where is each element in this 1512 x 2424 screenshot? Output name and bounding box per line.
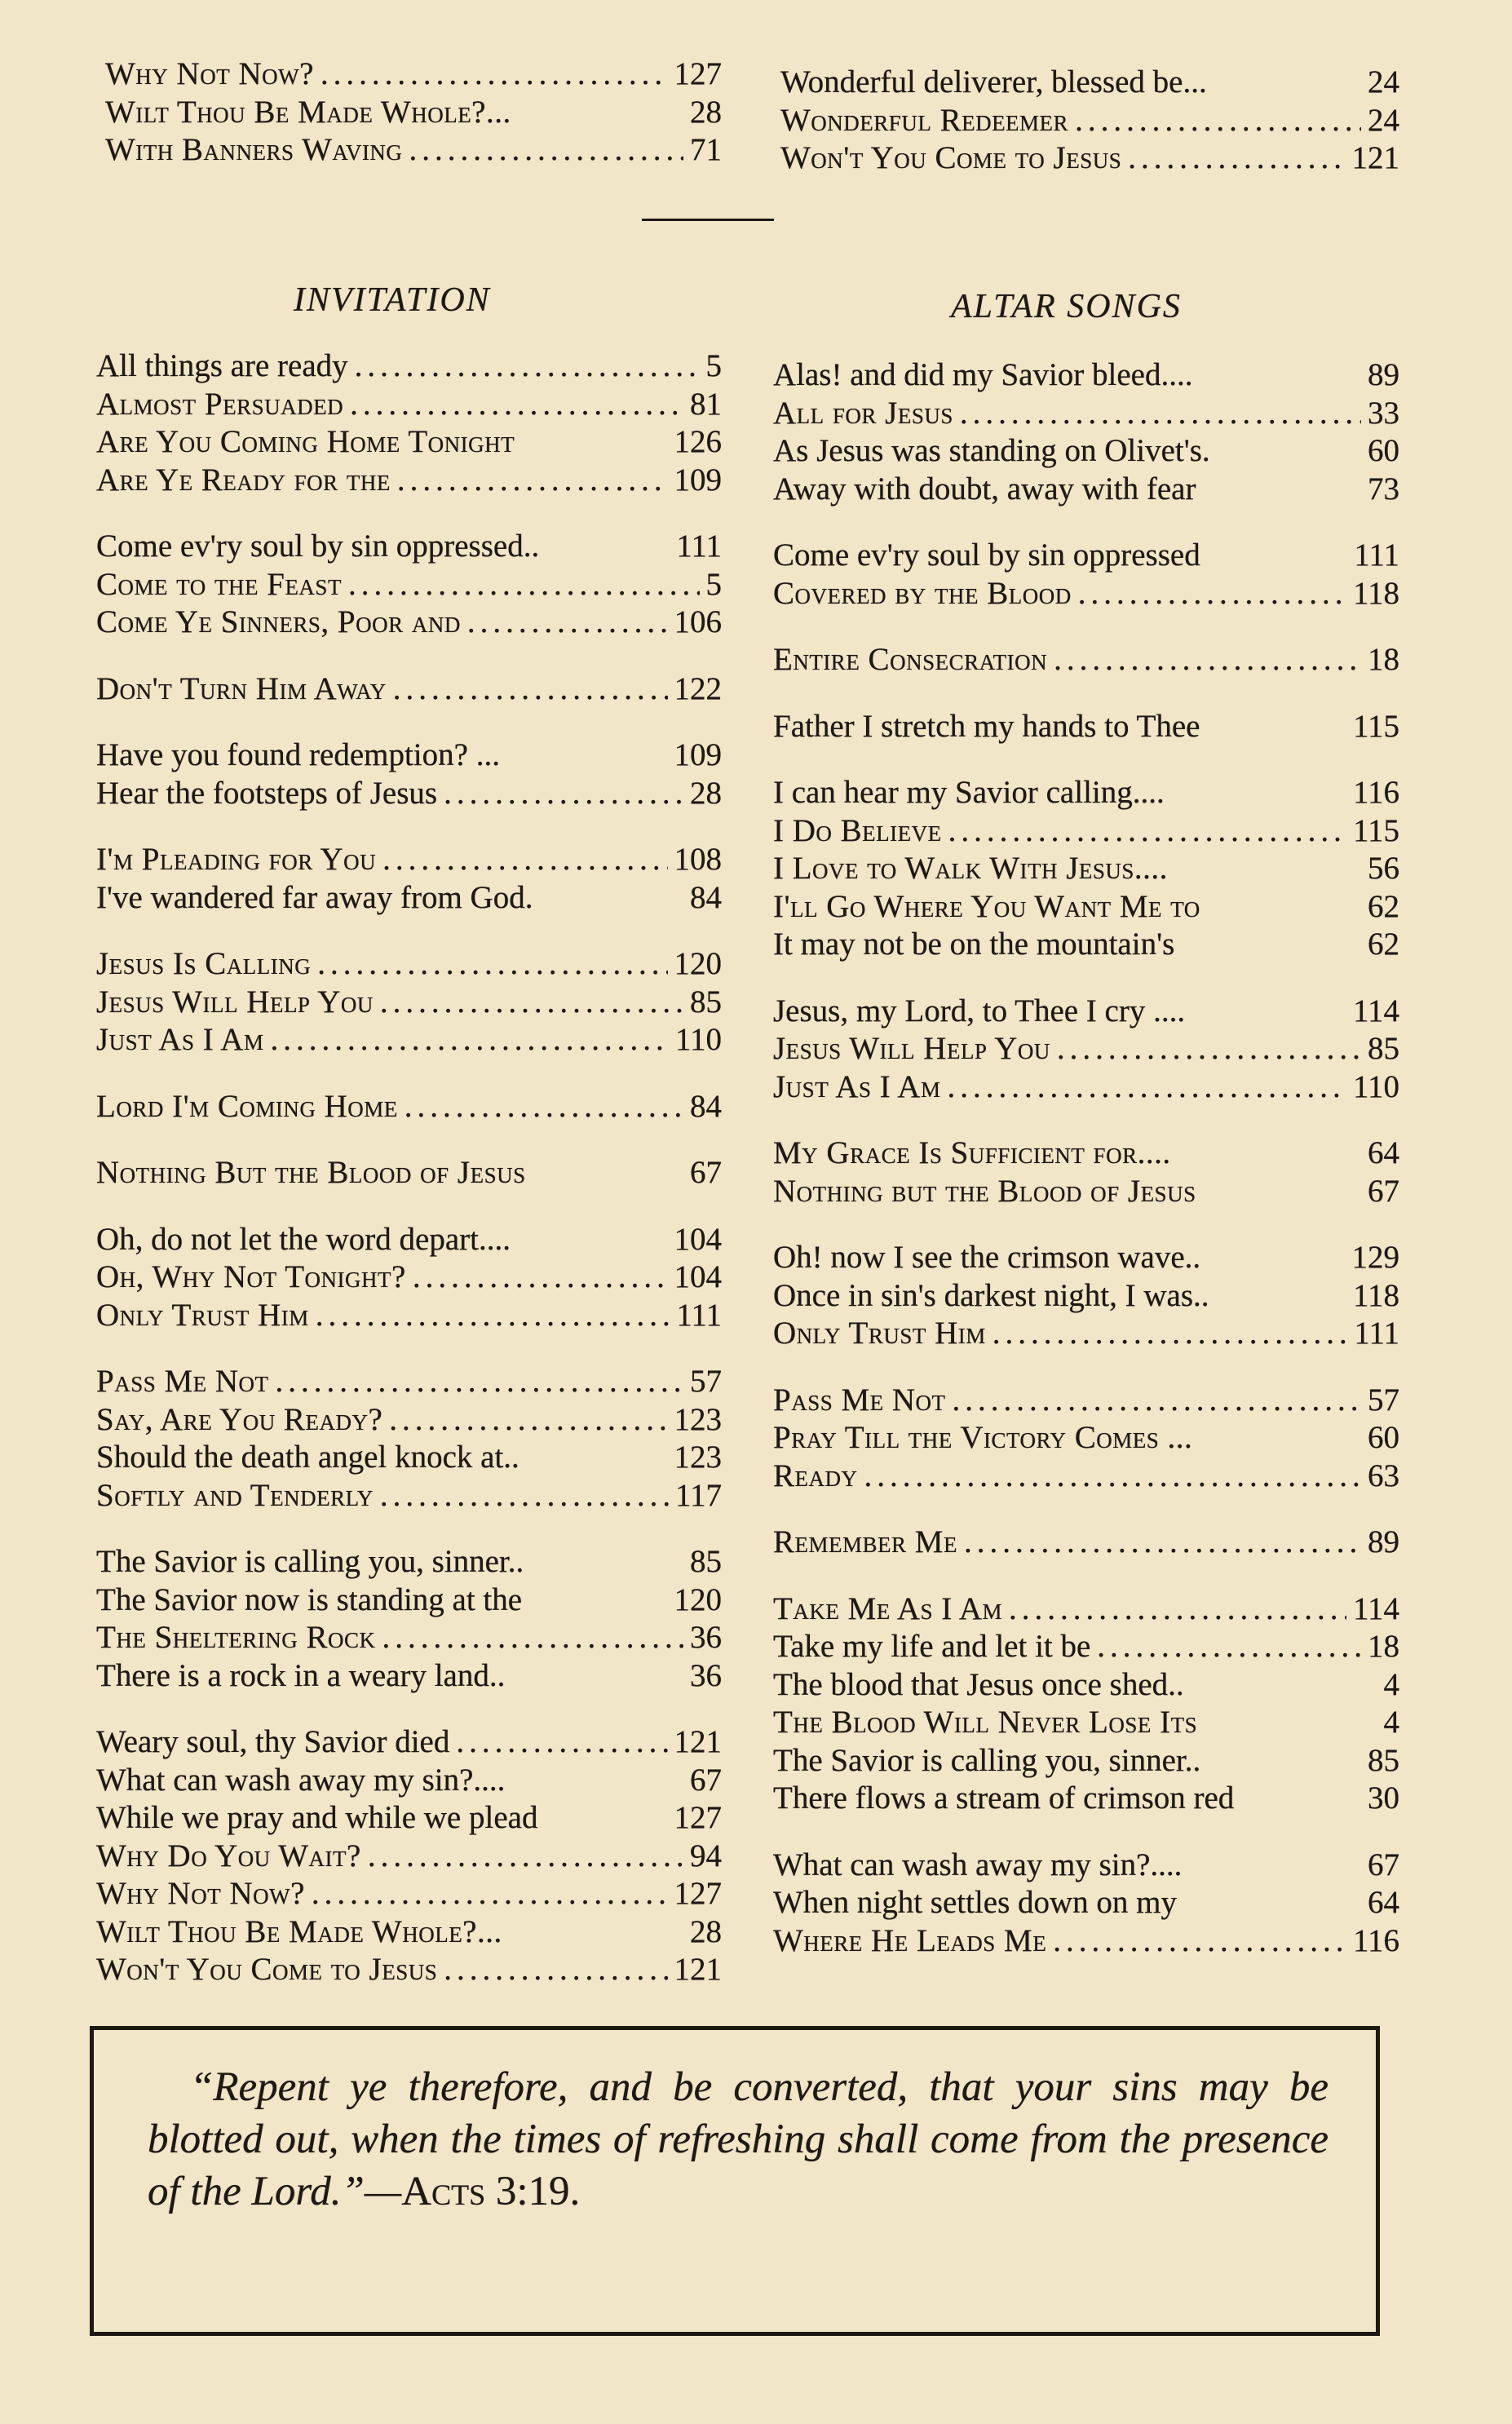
- song-title: Pray Till the Victory Comes ...: [773, 1420, 1193, 1455]
- page-number: 85: [690, 984, 722, 1020]
- page-number: 84: [690, 1088, 722, 1124]
- song-title: The Savior is calling you, sinner..: [773, 1742, 1201, 1778]
- index-entry: [773, 993, 1399, 1031]
- leader-dots: [1075, 102, 1361, 140]
- page-number: 64: [1368, 1135, 1399, 1170]
- index-entry: [96, 1799, 722, 1838]
- page-number: 123: [674, 1440, 722, 1475]
- song-title: Nothing but the Blood of Jesus: [773, 1173, 1196, 1209]
- scripture-quote: [148, 2061, 1329, 2218]
- song-title: Won't You Come to Jesus: [96, 1952, 438, 1987]
- leader-dots: [456, 1723, 667, 1762]
- song-title: As Jesus was standing on Olivet's.: [773, 433, 1210, 468]
- index-entry: [780, 102, 1399, 140]
- page-number: 118: [1352, 1277, 1399, 1313]
- leader-dots: [1009, 1590, 1346, 1629]
- index-entry: [773, 1742, 1399, 1780]
- song-title: While we pray and while we plead: [96, 1800, 538, 1835]
- page-number: 89: [1368, 1524, 1399, 1559]
- song-title: Nothing But the Blood of Jesus: [96, 1155, 526, 1190]
- page-number: 110: [674, 1022, 722, 1057]
- page-number: 120: [674, 1581, 722, 1617]
- leader-dots: [948, 812, 1346, 851]
- leader-dots: [393, 670, 668, 709]
- leader-dots: [317, 945, 667, 984]
- index-entry: [96, 566, 722, 604]
- index-entry: [96, 775, 722, 813]
- page-number: 24: [1368, 64, 1399, 100]
- page-number: 111: [676, 1297, 722, 1333]
- song-title: The Sheltering Rock: [96, 1620, 376, 1655]
- page-number: 94: [690, 1838, 722, 1873]
- page-number: 111: [1354, 537, 1399, 573]
- section-divider: [642, 219, 774, 221]
- page-number: 123: [674, 1401, 722, 1437]
- index-entry: [773, 1847, 1399, 1885]
- song-title: When night settles down on my: [773, 1885, 1178, 1920]
- index-entry: [96, 1619, 722, 1657]
- song-title: The blood that Jesus once shed..: [773, 1666, 1184, 1702]
- page-number: 127: [674, 1800, 722, 1835]
- index-entry: [773, 575, 1399, 613]
- page-number: 116: [1352, 1922, 1399, 1958]
- index-entry: [105, 55, 722, 94]
- song-title: My Grace Is Sufficient for....: [773, 1135, 1171, 1170]
- page-number: 62: [1368, 888, 1399, 924]
- song-title: Oh, do not let the word depart....: [96, 1221, 511, 1257]
- page-number: 104: [674, 1221, 722, 1257]
- song-title: All for Jesus: [773, 395, 953, 431]
- index-entry: [773, 537, 1399, 575]
- index-group: [96, 736, 722, 812]
- page-number: 36: [690, 1657, 722, 1693]
- song-title: Weary soul, thy Savior died: [96, 1724, 450, 1759]
- index-entry: [96, 670, 722, 709]
- top-index-right: [780, 64, 1399, 178]
- leader-dots: [389, 1401, 667, 1440]
- page-number: 85: [1368, 1031, 1399, 1066]
- page-number: 81: [690, 386, 722, 422]
- page-number: 33: [1368, 395, 1399, 431]
- quote-reference: Acts 3:19.: [401, 2169, 581, 2214]
- song-title: It may not be on the mountain's: [773, 927, 1175, 962]
- song-title: I Love to Walk With Jesus....: [773, 851, 1168, 886]
- index-entry: [96, 528, 722, 566]
- leader-dots: [467, 604, 668, 642]
- page-number: 109: [674, 462, 722, 498]
- index-entry: [105, 131, 722, 170]
- page-number: 111: [1354, 1316, 1399, 1351]
- song-title: I've wandered far away from God.: [96, 879, 533, 915]
- page-number: 110: [1352, 1068, 1399, 1104]
- index-entry: [773, 1628, 1399, 1666]
- page-number: 30: [1368, 1780, 1399, 1816]
- index-entry: [773, 1666, 1399, 1705]
- index-entry: [96, 1875, 722, 1913]
- leader-dots: [382, 1619, 683, 1657]
- leader-dots: [312, 1875, 668, 1913]
- index-entry: [96, 1154, 722, 1192]
- page-number: 56: [1368, 851, 1399, 886]
- page-number: 5: [705, 348, 722, 383]
- song-title: Say, Are You Ready?: [96, 1401, 383, 1437]
- index-entry: [773, 1068, 1399, 1107]
- index-entry: [773, 471, 1399, 509]
- index-entry: [96, 879, 722, 918]
- page-number: 120: [674, 946, 722, 981]
- leader-dots: [380, 984, 683, 1022]
- song-title: Are You Coming Home Tonight: [96, 424, 515, 459]
- index-entry: [773, 1524, 1399, 1562]
- page-number: 85: [1368, 1742, 1399, 1778]
- index-entry: [773, 774, 1399, 812]
- index-entry: [96, 1477, 722, 1515]
- page-number: 118: [1352, 575, 1399, 611]
- leader-dots: [413, 1258, 668, 1297]
- song-title: Why Do You Wait?: [96, 1838, 361, 1873]
- leader-dots: [947, 1068, 1346, 1107]
- leader-dots: [1054, 641, 1361, 679]
- song-title: Take my life and let it be: [773, 1629, 1091, 1664]
- index-entry: [773, 641, 1399, 679]
- index-entry: [773, 1590, 1399, 1629]
- page-number: 104: [674, 1259, 722, 1294]
- index-entry: [96, 1363, 722, 1401]
- song-title: Jesus Is Calling: [96, 946, 312, 981]
- song-title: I Do Believe: [773, 812, 942, 848]
- index-group: [96, 1221, 722, 1335]
- song-title: Jesus Will Help You: [96, 984, 374, 1020]
- leader-dots: [270, 1021, 668, 1059]
- song-title: What can wash away my sin?....: [773, 1847, 1183, 1882]
- index-entry: [773, 1922, 1399, 1961]
- index-group: [96, 945, 722, 1059]
- song-title: Wilt Thou Be Made Whole?...: [96, 1913, 502, 1949]
- index-group: [96, 1088, 722, 1126]
- leader-dots: [405, 1088, 683, 1126]
- song-title: Wonderful deliverer, blessed be...: [780, 64, 1207, 100]
- index-group: [773, 774, 1399, 964]
- index-entry: [773, 1315, 1399, 1353]
- invitation-index: [96, 347, 722, 2018]
- index-entry: [780, 64, 1399, 102]
- leader-dots: [960, 395, 1361, 433]
- song-title: Come ev'ry soul by sin oppressed: [773, 537, 1200, 573]
- song-title: Come ev'ry soul by sin oppressed..: [96, 529, 540, 564]
- page-number: 84: [690, 879, 722, 915]
- index-group: [96, 841, 722, 917]
- song-title: Where He Leads Me: [773, 1922, 1047, 1958]
- page-number: 108: [674, 842, 722, 877]
- page-number: 127: [674, 56, 722, 91]
- page-number: 117: [674, 1477, 722, 1513]
- index-entry: [773, 1419, 1399, 1457]
- page-number: 63: [1368, 1457, 1399, 1493]
- index-entry: [773, 1173, 1399, 1211]
- page-number: 67: [690, 1762, 722, 1798]
- song-title: Pass Me Not: [96, 1364, 269, 1399]
- song-title: There is a rock in a weary land..: [96, 1657, 506, 1693]
- song-title: Away with doubt, away with fear: [773, 471, 1196, 506]
- index-group: [773, 1847, 1399, 1961]
- page-number: 64: [1368, 1885, 1399, 1920]
- index-group: [96, 528, 722, 642]
- song-title: Why Not Now?: [96, 1876, 305, 1911]
- index-entry: [96, 736, 722, 775]
- leader-dots: [864, 1457, 1361, 1496]
- page-number: 127: [674, 1876, 722, 1911]
- index-entry: [773, 888, 1399, 927]
- index-group: [773, 537, 1399, 613]
- song-title: The Savior is calling you, sinner..: [96, 1544, 524, 1579]
- index-entry: [96, 945, 722, 984]
- index-group: [96, 1543, 722, 1695]
- index-entry: [96, 1657, 722, 1696]
- leader-dots: [444, 1951, 667, 1989]
- page-number: 18: [1368, 642, 1399, 677]
- page-number: 62: [1368, 927, 1399, 962]
- index-entry: [773, 356, 1399, 395]
- song-title: Oh! now I see the crimson wave..: [773, 1240, 1201, 1275]
- page-number: 57: [690, 1364, 722, 1399]
- song-title: Have you found redemption? ...: [96, 737, 500, 772]
- song-title: There flows a stream of crimson red: [773, 1780, 1235, 1816]
- index-entry: [773, 812, 1399, 851]
- leader-dots: [397, 462, 668, 500]
- page-number: 85: [690, 1544, 722, 1579]
- index-entry: [96, 386, 722, 424]
- song-title: Almost Persuaded: [96, 386, 344, 422]
- song-title: Jesus, my Lord, to Thee I cry ....: [773, 993, 1186, 1028]
- page-number: 114: [1352, 1590, 1399, 1626]
- index-entry: [773, 1277, 1399, 1316]
- index-group: [773, 1135, 1399, 1210]
- index-entry: [773, 708, 1399, 746]
- index-entry: [96, 1581, 722, 1620]
- index-entry: [96, 1913, 722, 1952]
- index-entry: [773, 926, 1399, 964]
- index-entry: [96, 462, 722, 500]
- index-entry: [96, 1258, 722, 1297]
- song-title: Oh, Why Not Tonight?: [96, 1259, 406, 1294]
- song-title: Only Trust Him: [773, 1316, 986, 1351]
- index-entry: [96, 841, 722, 879]
- page-number: 24: [1368, 102, 1399, 138]
- index-entry: [96, 423, 722, 462]
- index-entry: [96, 1951, 722, 1989]
- song-title: Come to the Feast: [96, 566, 342, 602]
- leader-dots: [316, 1297, 670, 1335]
- index-group: [96, 1723, 722, 1989]
- index-entry: [773, 1382, 1399, 1420]
- index-group: [96, 1363, 722, 1515]
- index-entry: [773, 1780, 1399, 1818]
- index-entry: [96, 604, 722, 642]
- leader-dots: [1053, 1922, 1346, 1961]
- leader-dots: [350, 386, 683, 424]
- leader-dots: [276, 1363, 683, 1401]
- song-title: Are Ye Ready for the: [96, 462, 391, 498]
- index-group: [96, 670, 722, 709]
- song-title: Wilt Thou Be Made Whole?...: [105, 94, 511, 130]
- song-title: All things are ready: [96, 348, 348, 383]
- song-title: Covered by the Blood: [773, 575, 1072, 611]
- song-title: Hear the footsteps of Jesus: [96, 775, 438, 811]
- leader-dots: [993, 1315, 1348, 1353]
- index-entry: [773, 395, 1399, 433]
- page-number: 28: [690, 775, 722, 811]
- page-number: 67: [690, 1155, 722, 1190]
- song-title: Why Not Now?: [105, 56, 314, 91]
- leader-dots: [368, 1838, 683, 1876]
- leader-dots: [964, 1524, 1361, 1562]
- page-number: 122: [674, 670, 722, 706]
- song-title: Father I stretch my hands to Thee: [773, 708, 1200, 744]
- index-entry: [773, 1457, 1399, 1496]
- altar-songs-heading: ALTAR SONGS: [951, 288, 1182, 325]
- index-entry: [773, 850, 1399, 888]
- altar-songs-index: [773, 356, 1399, 1988]
- page-number: 4: [1383, 1666, 1399, 1702]
- song-title: What can wash away my sin?....: [96, 1762, 506, 1798]
- page-number: 111: [676, 529, 722, 564]
- song-title: Pass Me Not: [773, 1382, 946, 1418]
- index-entry: [96, 1723, 722, 1762]
- index-entry: [96, 984, 722, 1022]
- song-title: I can hear my Savior calling....: [773, 775, 1165, 810]
- leader-dots: [444, 775, 683, 813]
- index-entry: [96, 347, 722, 386]
- page-number: 36: [690, 1620, 722, 1655]
- index-group: [773, 641, 1399, 679]
- page-number: 71: [690, 132, 722, 167]
- leader-dots: [382, 841, 667, 879]
- invitation-heading: INVITATION: [294, 281, 491, 319]
- song-title: Wonderful Redeemer: [780, 102, 1069, 138]
- page-number: 28: [690, 1913, 722, 1949]
- song-title: Just As I Am: [773, 1068, 941, 1104]
- index-entry: [96, 1297, 722, 1335]
- quote-text: “Repent ye therefore, and be converted, that your sins may be blotted out, when the times of refreshing shall come from the presence of the Lord.”—: [148, 2064, 1329, 2214]
- index-group: [773, 993, 1399, 1107]
- index-entry: [105, 94, 722, 132]
- page-number: 60: [1368, 433, 1399, 468]
- index-group: [773, 708, 1399, 746]
- page-number: 18: [1368, 1629, 1399, 1664]
- page-number: 73: [1368, 471, 1399, 506]
- leader-dots: [1128, 139, 1345, 178]
- index-group: [773, 1382, 1399, 1496]
- index-entry: [96, 1439, 722, 1477]
- song-title: Don't Turn Him Away: [96, 670, 387, 706]
- index-group: [96, 347, 722, 499]
- page-number: 115: [1352, 812, 1399, 848]
- song-title: Alas! and did my Savior bleed....: [773, 357, 1193, 392]
- song-title: Lord I'm Coming Home: [96, 1088, 398, 1124]
- index-entry: [780, 139, 1399, 178]
- index-entry: [773, 432, 1399, 471]
- song-title: Take Me As I Am: [773, 1590, 1003, 1626]
- page-number: 114: [1352, 993, 1399, 1028]
- index-entry: [773, 1135, 1399, 1173]
- song-title: I'll Go Where You Want Me to: [773, 888, 1200, 924]
- leader-dots: [1097, 1628, 1361, 1666]
- index-entry: [773, 1239, 1399, 1277]
- index-entry: [773, 1030, 1399, 1068]
- song-title: Should the death angel knock at..: [96, 1440, 519, 1475]
- page-number: 28: [690, 94, 722, 130]
- leader-dots: [355, 347, 700, 386]
- song-title: Ready: [773, 1457, 858, 1493]
- index-entry: [96, 1088, 722, 1126]
- page-number: 57: [1368, 1382, 1399, 1418]
- song-title: With Banners Waving: [105, 132, 403, 167]
- page-number: 121: [674, 1952, 722, 1987]
- leader-dots: [1057, 1030, 1361, 1068]
- index-entry: [96, 1021, 722, 1059]
- song-title: Won't You Come to Jesus: [780, 140, 1122, 175]
- index-group: [773, 1239, 1399, 1353]
- page-number: 126: [674, 424, 722, 459]
- page-number: 89: [1368, 357, 1399, 392]
- song-title: Remember Me: [773, 1524, 957, 1559]
- song-title: The Savior now is standing at the: [96, 1581, 523, 1617]
- leader-dots: [348, 566, 700, 604]
- song-title: Jesus Will Help You: [773, 1031, 1050, 1066]
- page-number: 67: [1368, 1173, 1399, 1209]
- song-title: Entire Consecration: [773, 642, 1048, 677]
- leader-dots: [953, 1382, 1361, 1420]
- index-group: [773, 1524, 1399, 1562]
- leader-dots: [321, 55, 668, 94]
- song-title: Just As I Am: [96, 1022, 264, 1057]
- page-number: 115: [1352, 708, 1399, 744]
- page-number: 106: [674, 604, 722, 639]
- index-entry: [96, 1762, 722, 1800]
- index-entry: [96, 1401, 722, 1440]
- index-entry: [96, 1221, 722, 1259]
- leader-dots: [1078, 575, 1346, 613]
- page-number: 4: [1383, 1705, 1399, 1740]
- page-number: 129: [1351, 1240, 1399, 1275]
- page-number: 121: [1351, 140, 1399, 175]
- page-number: 60: [1368, 1420, 1399, 1455]
- leader-dots: [380, 1477, 669, 1515]
- index-entry: [96, 1838, 722, 1876]
- song-title: The Blood Will Never Lose Its: [773, 1705, 1198, 1740]
- index-entry: [773, 1884, 1399, 1922]
- page-number: 109: [674, 737, 722, 772]
- page-number: 67: [1368, 1847, 1399, 1882]
- page-number: 121: [674, 1724, 722, 1759]
- index-group: [96, 1154, 722, 1192]
- index-group: [773, 356, 1399, 508]
- song-title: Only Trust Him: [96, 1297, 309, 1333]
- page-number: 5: [705, 566, 722, 602]
- top-index-left: [105, 55, 722, 170]
- song-title: Once in sin's darkest night, I was..: [773, 1277, 1209, 1313]
- index-entry: [773, 1704, 1399, 1742]
- song-title: Come Ye Sinners, Poor and: [96, 604, 461, 639]
- index-entry: [96, 1543, 722, 1581]
- scripture-quote-box: [90, 2026, 1380, 2336]
- index-group: [773, 1590, 1399, 1818]
- song-title: Softly and Tenderly: [96, 1477, 374, 1513]
- leader-dots: [409, 131, 683, 170]
- page-number: 116: [1352, 775, 1399, 810]
- song-title: I'm Pleading for You: [96, 842, 377, 877]
